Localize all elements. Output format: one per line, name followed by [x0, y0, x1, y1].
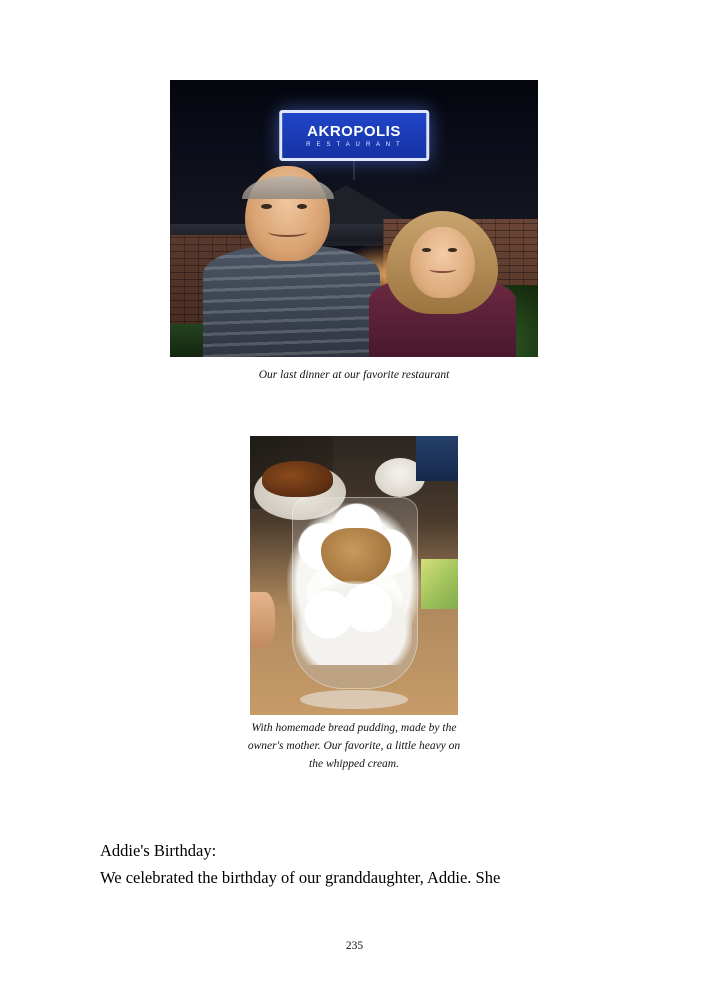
woman-head: [410, 227, 475, 298]
person-man: [203, 158, 380, 357]
sign-name: AKROPOLIS: [307, 122, 401, 140]
hand: [250, 592, 275, 648]
person-woman: [369, 202, 516, 357]
page-number: 235: [345, 940, 364, 952]
woman-eye-right: [448, 248, 457, 252]
restaurant-photo: [170, 80, 538, 357]
figure-dessert: [250, 436, 458, 715]
man-shirt: [203, 245, 380, 357]
figure-caption-dessert: With homemade bread pudding, made by the owner's mother. Our favorite, a little heavy on the whipped cream.: [247, 722, 461, 770]
sign-subtitle: R E S T A U R A N T: [306, 141, 402, 148]
restaurant-sign: [279, 110, 429, 160]
body-text: [100, 838, 620, 891]
figure-caption-restaurant: Our last dinner at our favorite restaurant: [258, 369, 450, 381]
section-heading: Addie's Birthday:: [100, 841, 217, 860]
woman-eye-left: [422, 248, 431, 252]
figure-restaurant: [170, 80, 538, 357]
whipped-cream-lower: [296, 581, 412, 665]
man-hair: [242, 176, 334, 200]
background-blue-object: [416, 436, 458, 481]
body-paragraph: We celebrated the birthday of our granddaughter, Addie. She: [100, 867, 501, 887]
food-on-plate: [262, 461, 333, 497]
dessert-photo: [250, 436, 458, 715]
background-green-object: [421, 559, 458, 609]
